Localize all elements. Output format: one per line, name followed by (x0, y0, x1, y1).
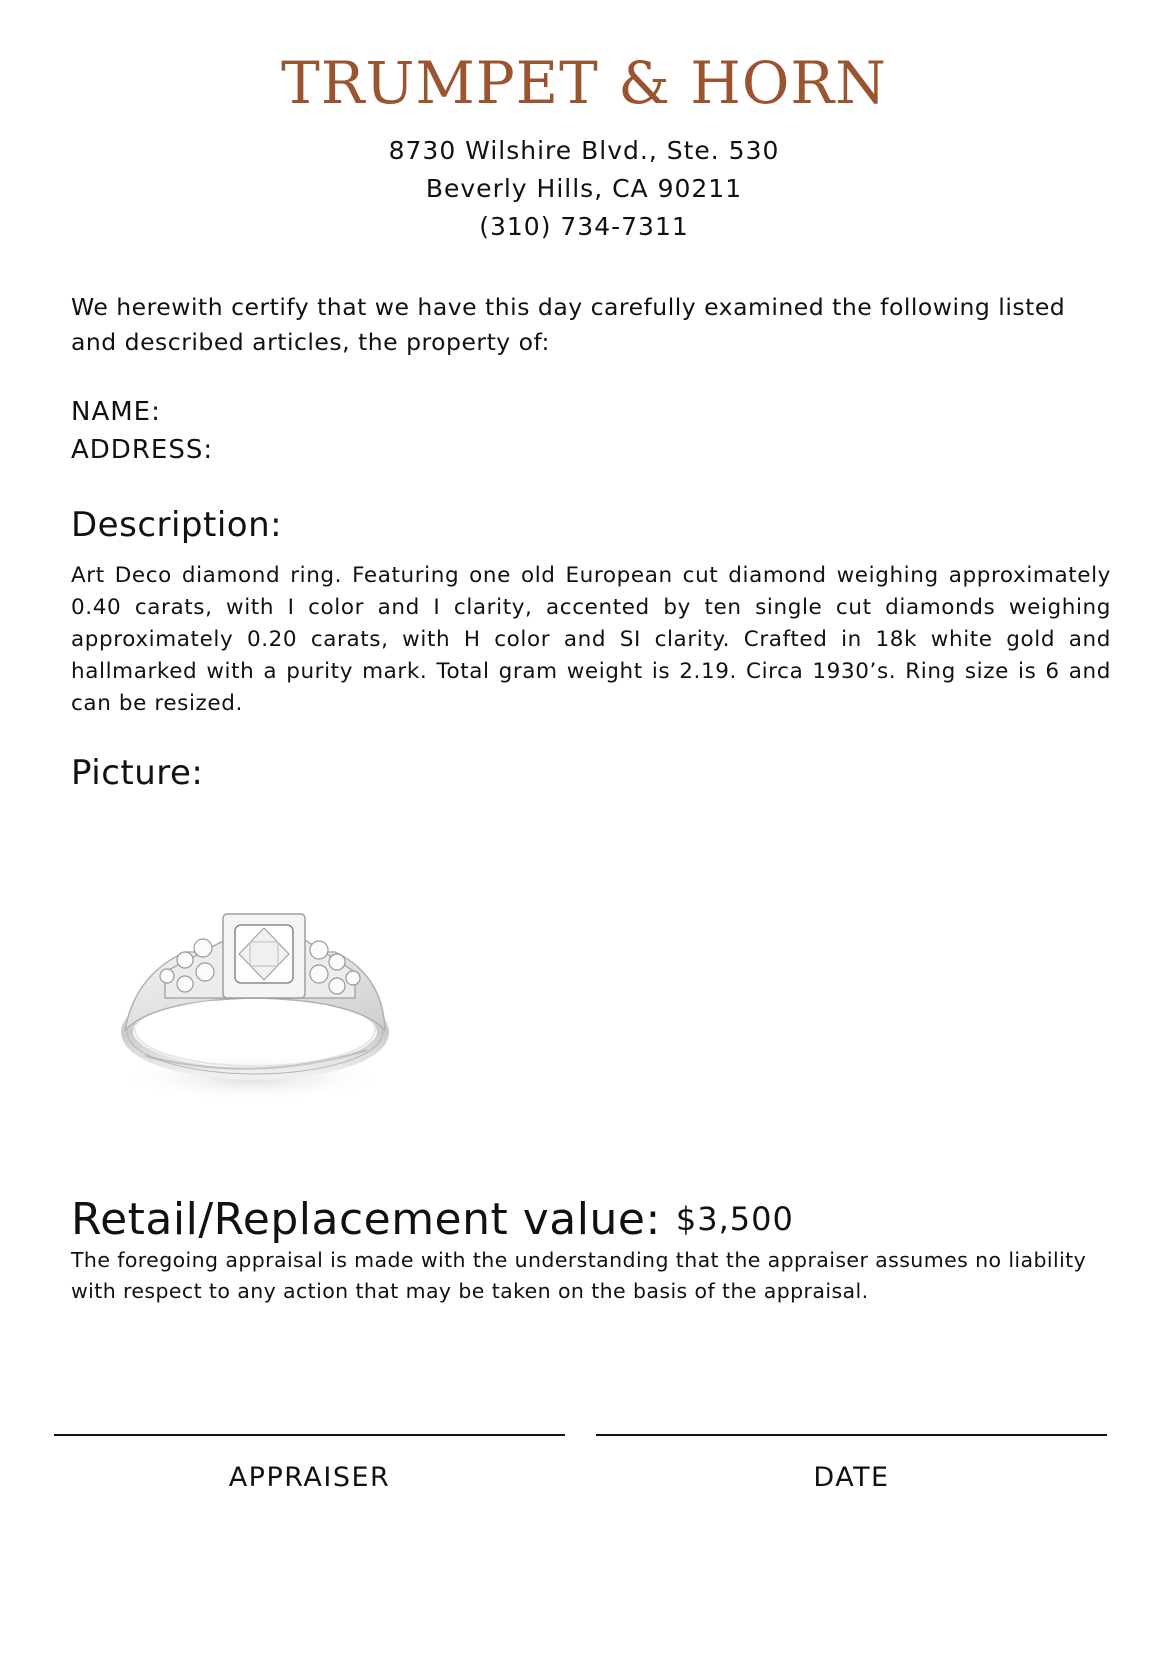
brand-logo: TRUMPET & HORN (281, 49, 887, 117)
address-line-2: Beverly Hills, CA 90211 (425, 174, 743, 203)
description-heading: Description: (71, 505, 283, 545)
ring-illustration (105, 880, 405, 1140)
value-amount: $3,500 (675, 1200, 794, 1238)
date-signature-line (596, 1434, 1107, 1436)
phone-number: (310) 734-7311 (479, 212, 689, 241)
letterhead (0, 48, 1168, 246)
certification-statement: We herewith certify that we have this day carefully examined the following listed and described articles, the property of: (71, 293, 1066, 356)
ring-photo (105, 880, 405, 1140)
address-block (0, 132, 1168, 246)
name-field-label: NAME: (71, 397, 161, 427)
picture-heading: Picture: (71, 753, 204, 793)
disclaimer-text: The foregoing appraisal is made with the understanding that the appraiser assumes no liability with respect to any action that may be taken on the basis of the appraisal. (71, 1248, 1087, 1303)
value-row (71, 1194, 1131, 1245)
description-text: Art Deco diamond ring. Featuring one old European cut diamond weighing approximately 0.40 carats, with I color and I clarity, accented by ten single cut diamonds weighing approximately 0.20 carats, with H color and SI clarity. Crafted in 18k white gold and hallmarked with a purity mark. Total gram weight is 2.19. Circa 1930’s. Ring size is 6 and can be resized. (71, 563, 1111, 716)
value-label: Retail/Replacement value: (71, 1194, 661, 1245)
appraiser-signature-line (54, 1434, 565, 1436)
appraiser-label: APPRAISER (228, 1462, 391, 1493)
address-line-1: 8730 Wilshire Blvd., Ste. 530 (388, 136, 780, 165)
date-label: DATE (813, 1462, 890, 1493)
address-field-label: ADDRESS: (71, 435, 214, 465)
